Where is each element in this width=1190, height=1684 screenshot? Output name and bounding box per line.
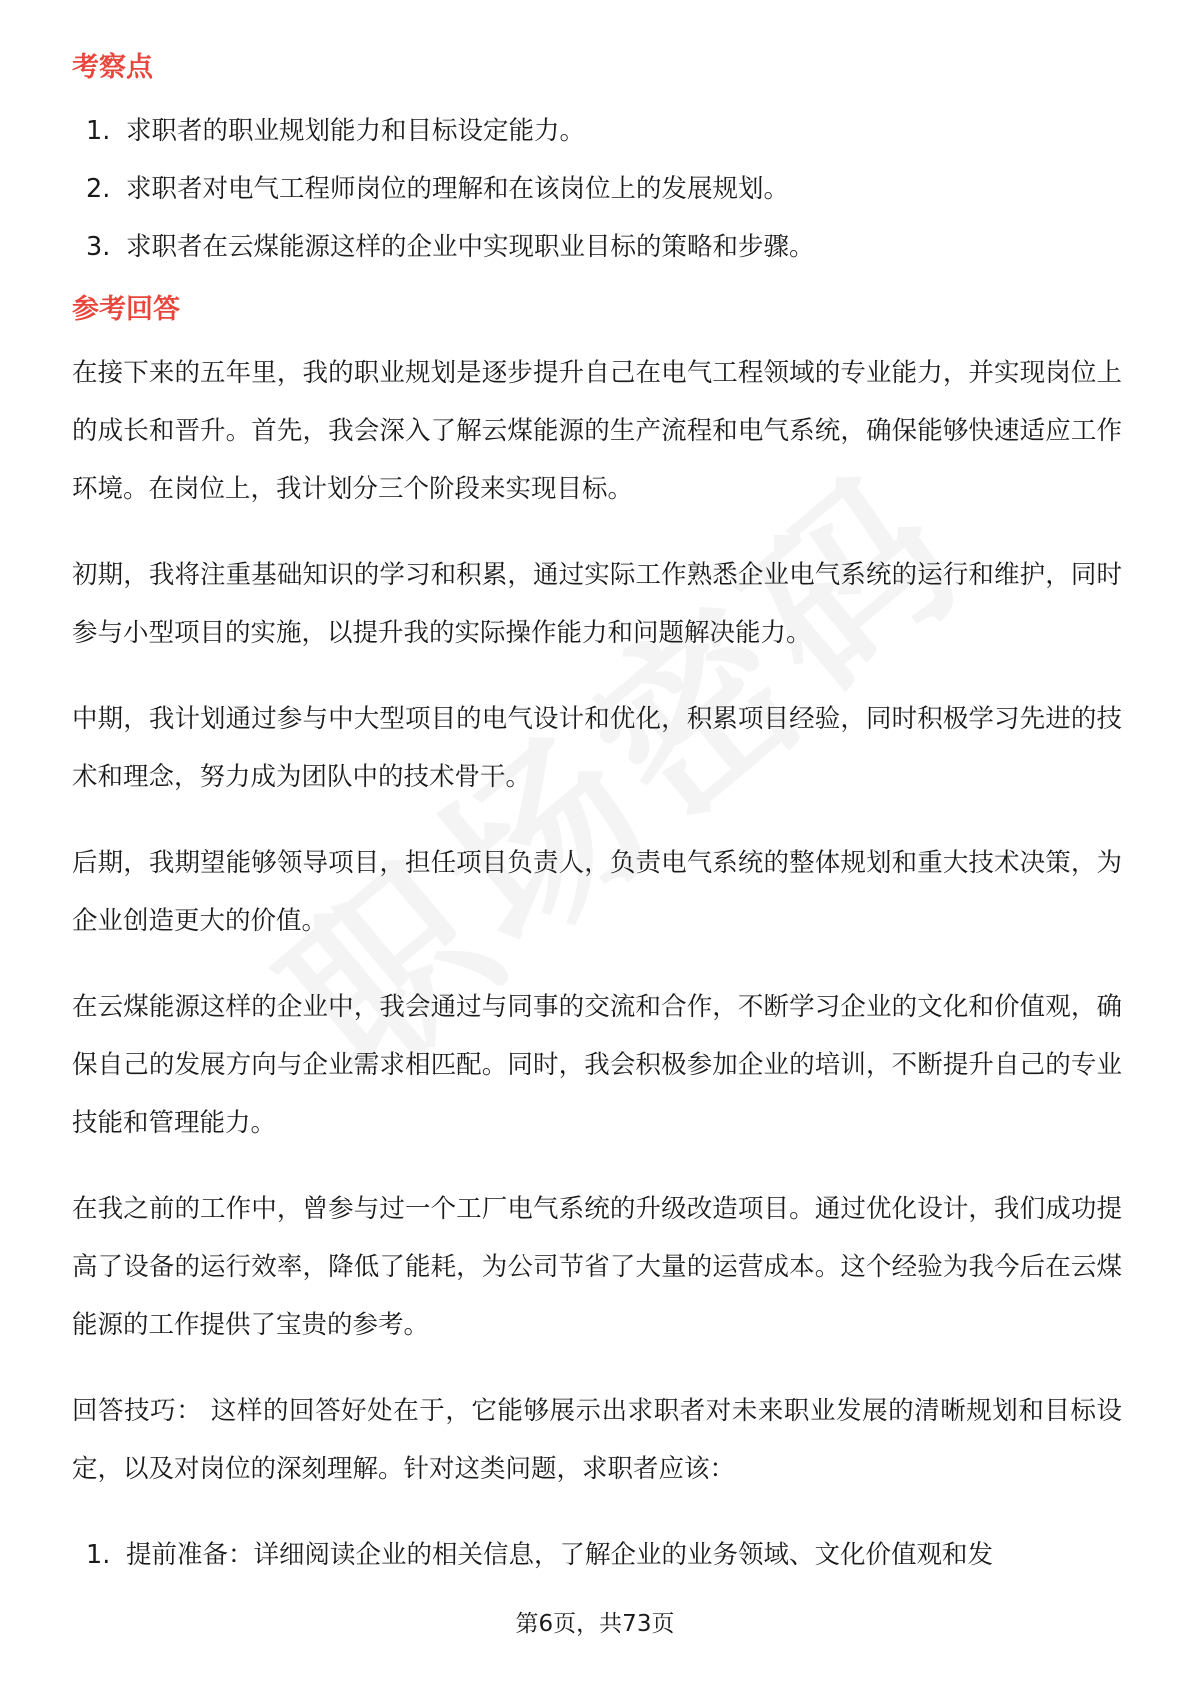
list-number: 1. — [86, 116, 111, 146]
list-number: 3. — [86, 232, 111, 262]
tips-list — [72, 1526, 1122, 1584]
list-number: 1. — [86, 1540, 111, 1570]
answer-paragraph: 后期，我期望能够领导项目，担任项目负责人，负责电气系统的整体规划和重大技术决策，为企业创造更大的价值。 — [72, 848, 1122, 936]
list-item-text: 提前准备：详细阅读企业的相关信息，了解企业的业务领域、文化价值观和发 — [126, 1540, 994, 1570]
answer-paragraph: 中期，我计划通过参与中大型项目的电气设计和优化，积累项目经验，同时积极学习先进的技术和理念，努力成为团队中的技术骨干。 — [72, 704, 1122, 792]
list-item — [72, 218, 1122, 276]
page-footer: 第6页，共73页 — [515, 1611, 675, 1637]
list-item — [72, 160, 1122, 218]
list-item — [72, 1526, 1122, 1584]
exam-points-list — [72, 102, 1122, 276]
document-content — [72, 44, 1122, 1594]
answer-paragraph: 在我之前的工作中，曾参与过一个工厂电气系统的升级改造项目。通过优化设计，我们成功提高了设备的运行效率，降低了能耗，为公司节省了大量的运营成本。这个经验为我今后在云煤能源的工作提供了宝贵的参考。 — [72, 1194, 1122, 1340]
answer-tips-paragraph: 回答技巧： 这样的回答好处在于，它能够展示出求职者对未来职业发展的清晰规划和目标设定，以及对岗位的深刻理解。针对这类问题，求职者应该： — [72, 1396, 1122, 1484]
answer-paragraph: 在接下来的五年里，我的职业规划是逐步提升自己在电气工程领域的专业能力，并实现岗位上的成长和晋升。首先，我会深入了解云煤能源的生产流程和电气系统，确保能够快速适应工作环境。在岗位上，我计划分三个阶段来实现目标。 — [72, 358, 1122, 504]
list-item-text: 求职者对电气工程师岗位的理解和在该岗位上的发展规划。 — [126, 174, 790, 204]
answer-paragraph: 在云煤能源这样的企业中，我会通过与同事的交流和合作，不断学习企业的文化和价值观，确保自己的发展方向与企业需求相匹配。同时，我会积极参加企业的培训，不断提升自己的专业技能和管理能力。 — [72, 992, 1122, 1138]
exam-points-heading: 考察点 — [72, 52, 153, 83]
answer-paragraph: 初期，我将注重基础知识的学习和积累，通过实际工作熟悉企业电气系统的运行和维护，同时参与小型项目的实施，以提升我的实际操作能力和问题解决能力。 — [72, 560, 1122, 648]
list-item-text: 求职者在云煤能源这样的企业中实现职业目标的策略和步骤。 — [126, 232, 815, 262]
list-number: 2. — [86, 174, 111, 204]
reference-answer-heading: 参考回答 — [72, 294, 180, 325]
list-item — [72, 102, 1122, 160]
list-item-text: 求职者的职业规划能力和目标设定能力。 — [126, 116, 586, 146]
